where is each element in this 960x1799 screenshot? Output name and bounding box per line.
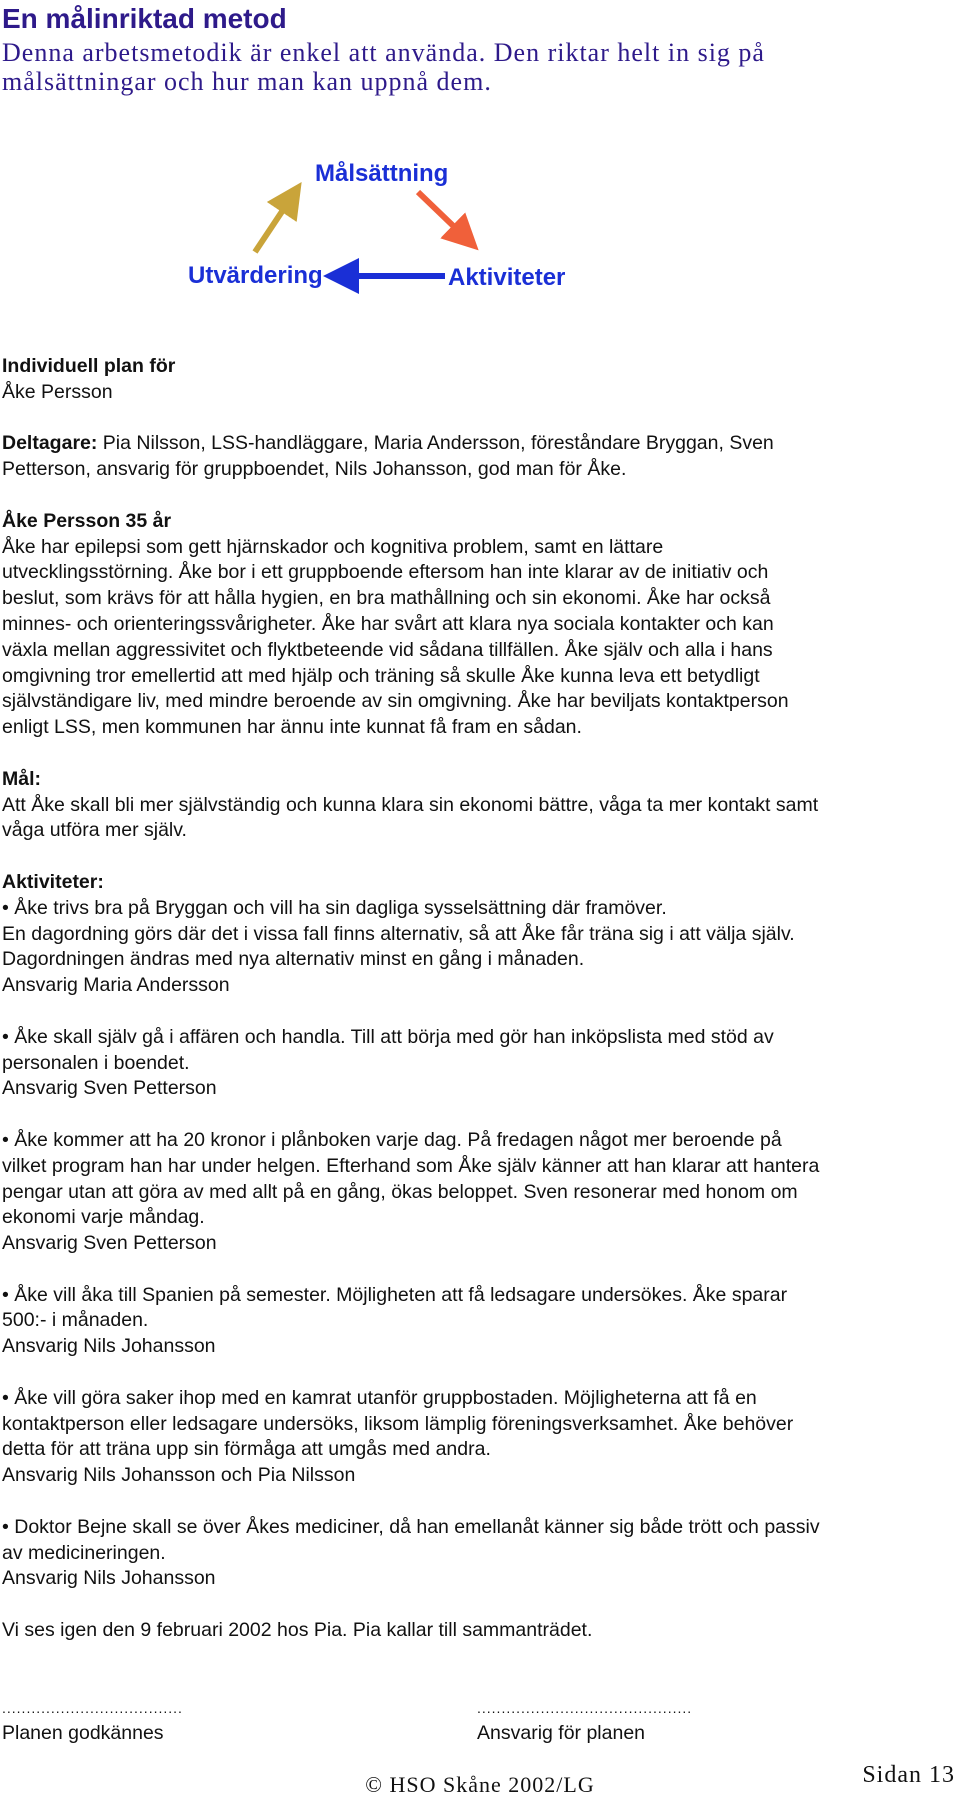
arrow-evaluation-to-goal	[255, 192, 295, 252]
activity-responsible: Ansvarig Nils Johansson och Pia Nilsson	[2, 1464, 356, 1487]
diagram-label-activities: Aktiviteter	[448, 264, 566, 291]
activity-text: • Åke trivs bra på Bryggan och vill ha sin dagliga sysselsättning där framöver.	[2, 896, 822, 922]
activity-responsible: Ansvarig Sven Petterson	[2, 1077, 217, 1100]
goal-heading	[2, 767, 822, 793]
plan-heading-text: Individuell plan för	[2, 355, 176, 377]
signature-line-left: .....................................	[2, 1700, 183, 1716]
activity-text: • Åke vill göra saker ihop med en kamrat utanför gruppbostaden. Möjligheterna att få en kontaktperson eller ledsagare undersöks, liksom lämplig föreningsverksamhet. Åke behöver detta för att träna upp sin förmåga att umgås med andra.	[2, 1386, 822, 1463]
activity-responsible: Ansvarig Nils Johansson	[2, 1335, 216, 1358]
intro-text: Denna arbetsmetodik är enkel att använda. Den riktar helt in sig på målsättningar och hur man kan uppnå dem.	[2, 38, 765, 96]
plan-body	[2, 354, 822, 1644]
participants-text: Pia Nilsson, LSS-handläggare, Maria Andersson, föreståndare Bryggan, Sven Petterson, ansvarig för gruppboendet, Nils Johansson, god man för Åke.	[2, 432, 774, 481]
diagram-label-goal: Målsättning	[315, 160, 449, 187]
goal-text: Att Åke skall bli mer självständig och kunna klara sin ekonomi bättre, våga ta mer kontakt samt våga utföra mer själv.	[2, 793, 819, 842]
plan-heading	[2, 354, 822, 380]
activity-text: • Åke skall själv gå i affären och handla. Till att börja med gör han inköpslista med stöd av personalen i boendet.	[2, 1025, 822, 1077]
activity-text: • Doktor Bejne skall se över Åkes mediciner, då han emellanåt känner sig både trött och passiv av medicineringen.	[2, 1515, 822, 1567]
activity-details: En dagordning görs där det i vissa fall finns alternativ, så att Åke får träna sig i att välja själv. Dagordningen ändras med nya alternativ minst en gång i månaden.	[2, 922, 795, 971]
document-title: En målinriktad metod	[2, 3, 287, 34]
page-number: Sidan 13	[862, 1762, 955, 1788]
goal-label: Mål:	[2, 767, 41, 790]
arrow-goal-to-activities	[418, 192, 470, 242]
signature-line-right: ............................................	[477, 1700, 693, 1716]
method-cycle-diagram	[180, 152, 580, 302]
activity-text: • Åke vill åka till Spanien på semester. Möjligheten att få ledsagare undersökes. Åke sparar 500:- i månaden.	[2, 1283, 822, 1335]
diagram-label-evaluation: Utvärdering	[188, 262, 323, 289]
plan-person-name: Åke Persson	[2, 380, 113, 403]
person-heading	[2, 509, 822, 535]
signature-label-responsible: Ansvarig för planen	[477, 1722, 646, 1744]
closing-text: Vi ses igen den 9 februari 2002 hos Pia. Pia kallar till sammanträdet.	[2, 1619, 593, 1642]
copyright-footer: © HSO Skåne 2002/LG	[365, 1772, 595, 1797]
signature-label-approved: Planen godkännes	[2, 1722, 164, 1744]
participants-label: Deltagare:	[2, 432, 98, 455]
activity-responsible: Ansvarig Maria Andersson	[2, 974, 230, 997]
activities-heading	[2, 870, 822, 896]
activity-responsible: Ansvarig Nils Johansson	[2, 1567, 216, 1590]
activity-text: • Åke kommer att ha 20 kronor i plånboken varje dag. På fredagen något mer beroende på vilket program han har under helgen. Efterhand som Åke själv känner att han klarar att hantera pengar utan att göra av med allt på en gång, ökas beloppet. Sven resonerar med honom om ekonomi varje måndag.	[2, 1128, 822, 1231]
activities-label: Aktiviteter:	[2, 870, 104, 893]
person-heading-text: Åke Persson 35 år	[2, 509, 172, 532]
person-description: Åke har epilepsi som gett hjärnskador och kognitiva problem, samt en lättare utvecklingsstörning. Åke bor i ett gruppboende eftersom han inte klarar av de initiativ och beslut, som krävs för att hålla hygien, en bra mathållning och sin ekonomi. Åke har också minnes- och orienteringssvårigheter. Åke har svårt att klara nya sociala kontakter och kan växla mellan aggressivitet och flyktbeteende vid sådana tillfällen. Åke själv och alla i hans omgivning tror emellertid att med hjälp och träning så skulle Åke kunna leva ett betydligt självständigare liv, med mindre beroende av sin omgivning. Åke har beviljats kontaktperson enligt LSS, men kommunen har ännu inte kunnat få fram en sådan.	[2, 535, 789, 739]
participants	[2, 431, 822, 483]
activity-responsible: Ansvarig Sven Petterson	[2, 1232, 217, 1255]
